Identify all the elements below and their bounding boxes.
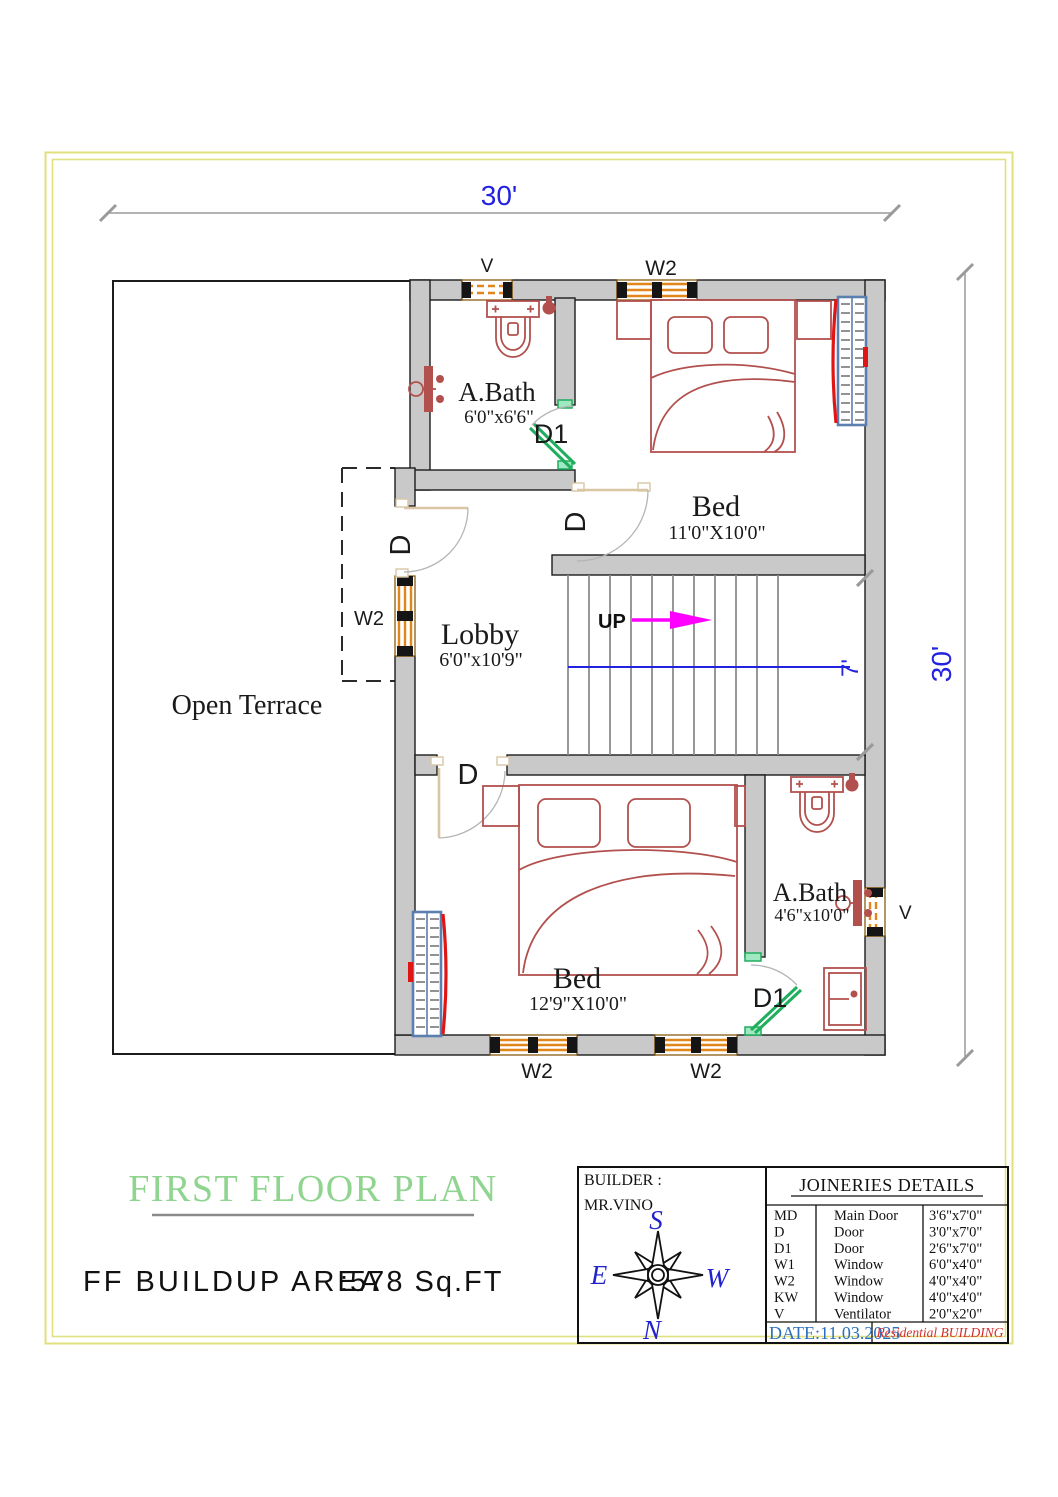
room-bed-bottom-size: 12'9"X10'0" [529, 993, 627, 1015]
room-abath-bottom-name: A.Bath [772, 878, 848, 907]
joinery-type: Window [834, 1257, 884, 1274]
dim-top-label: 30' [480, 180, 518, 211]
buildup-area-label: FF BUILDUP AREA [83, 1266, 383, 1298]
compass-south: S [649, 1205, 663, 1235]
staircase [568, 570, 873, 760]
joinery-code: V [774, 1306, 785, 1323]
builder-name: MR.VINO [584, 1197, 653, 1214]
joineries-title: JOINERIES DETAILS [799, 1175, 975, 1195]
project-text: Residential BUILDING [876, 1325, 1004, 1340]
plan-title-text: FIRST FLOOR PLAN [128, 1168, 498, 1210]
joinery-type: Door [834, 1224, 864, 1241]
room-abath-top-name: A.Bath [458, 377, 536, 407]
compass-west: W [705, 1263, 729, 1293]
room-abath-bottom-size: 4'6"x10'0" [774, 905, 850, 925]
room-lobby-name: Lobby [440, 618, 520, 651]
room-bed-top-size: 11'0"X10'0" [668, 522, 766, 544]
door-lobby-label: D [385, 534, 417, 556]
window-w2-top-label: W2 [645, 257, 677, 280]
joinery-type: Window [834, 1273, 884, 1290]
door-bed-top-label: D [560, 511, 592, 533]
compass-east: E [590, 1260, 608, 1290]
stairs-up-arrow-head [670, 611, 712, 629]
joinery-type: Window [834, 1290, 884, 1306]
compass-rose [590, 1205, 731, 1345]
window-w2-top [617, 280, 697, 300]
room-bed-top-name: Bed [691, 490, 741, 523]
washbasin-bottom [824, 968, 866, 1030]
date-text: DATE:11.03.2025 [769, 1323, 901, 1343]
bed-bottom-symbol [483, 785, 745, 975]
joinery-code: W2 [774, 1273, 795, 1290]
joinery-code: D [774, 1224, 785, 1241]
buildup-area-value: :578 Sq.FT [340, 1266, 504, 1298]
window-w2-left [395, 576, 415, 656]
joinery-code: KW [774, 1290, 799, 1306]
joinery-type: Main Door [834, 1208, 899, 1224]
stairs-up-label: UP [598, 611, 626, 633]
window-w2-bottom-1-label: W2 [521, 1060, 553, 1083]
plan-title [128, 1168, 498, 1215]
window-w2-bottom-2-label: W2 [690, 1060, 722, 1083]
ventilator-right-label: V [899, 903, 912, 924]
room-bed-bottom-name: Bed [552, 962, 602, 995]
joinery-size: 2'0"x2'0" [929, 1306, 983, 1323]
joineries-table [774, 1208, 982, 1322]
window-w2-left-label: W2 [354, 608, 384, 630]
door-d1-bottom-label: D1 [752, 983, 788, 1013]
joinery-code: MD [774, 1208, 798, 1224]
joinery-type: Door [834, 1240, 864, 1257]
joinery-size: 6'0"x4'0" [929, 1257, 983, 1274]
joinery-code: D1 [774, 1240, 792, 1257]
dimension-top [100, 180, 900, 221]
joinery-size: 3'6"x7'0" [929, 1208, 983, 1224]
terrace-outline [113, 281, 410, 1054]
joinery-size: 2'6"x7'0" [929, 1240, 983, 1257]
dim-right-label: 30' [926, 645, 957, 683]
window-w2-bottom-1 [490, 1035, 577, 1055]
wardrobe-top [833, 297, 868, 425]
builder-label: BUILDER : [584, 1172, 662, 1189]
joinery-size: 4'0"x4'0" [929, 1273, 983, 1290]
joinery-size: 3'0"x7'0" [929, 1224, 983, 1241]
joinery-code: W1 [774, 1257, 795, 1274]
room-terrace-name: Open Terrace [171, 690, 323, 721]
joinery-size: 4'0"x4'0" [929, 1290, 983, 1306]
bed-top-symbol [617, 300, 831, 452]
title-block [578, 1167, 1008, 1345]
room-abath-top-size: 6'0"x6'6" [464, 407, 534, 428]
toilet-bottom [791, 773, 859, 832]
room-lobby-size: 6'0"x10'9" [439, 649, 523, 671]
ventilator-top-label: V [480, 256, 494, 277]
wardrobe-bottom [408, 912, 446, 1036]
door-bed-bottom-label: D [457, 759, 479, 791]
compass-north: N [642, 1315, 662, 1345]
window-w2-bottom-2 [655, 1035, 737, 1055]
toilet-top [487, 296, 556, 357]
door-d1-top-label: D1 [533, 419, 569, 449]
joinery-type: Ventilator [834, 1306, 892, 1323]
ventilator-top [462, 280, 512, 300]
buildup-area [83, 1266, 503, 1298]
dimension-right [926, 264, 973, 1066]
stairs-width-label: 7' [837, 659, 864, 677]
dashed-projection [342, 468, 395, 681]
